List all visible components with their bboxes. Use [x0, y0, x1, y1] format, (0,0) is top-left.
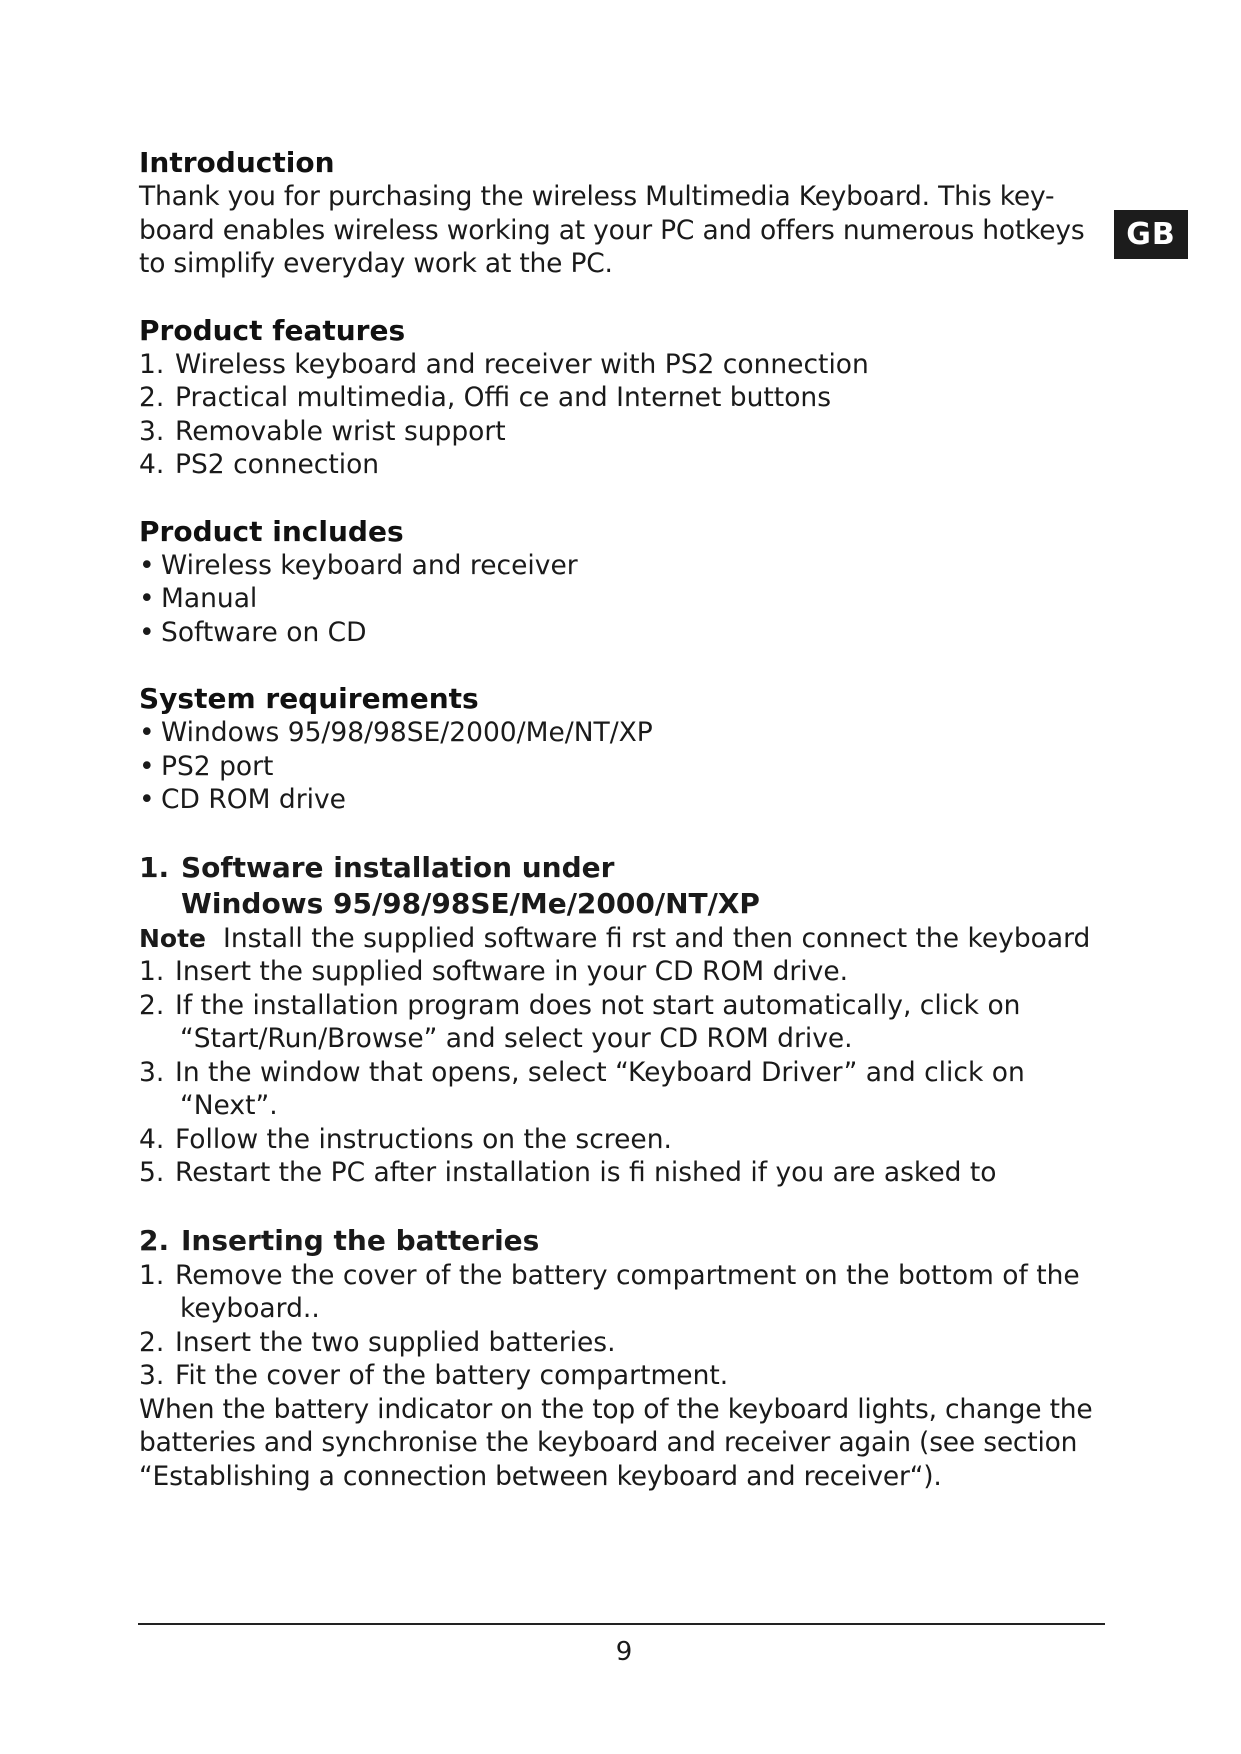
list-item: [139, 448, 1099, 482]
note-label: Note: [139, 923, 207, 953]
intro-line: to simplify everyday work at the PC.: [139, 248, 613, 279]
step-number: 2.: [139, 1326, 165, 1358]
step-item: [139, 989, 1099, 1056]
section-system-requirements: [139, 682, 1099, 817]
page-content: [139, 146, 1099, 1526]
step-line: Insert the two supplied batteries.: [175, 1326, 616, 1358]
list-text: Removable wrist support: [175, 415, 506, 447]
step-text: [175, 1326, 616, 1360]
step-number: 5.: [139, 1157, 165, 1188]
list-number: 1.: [139, 348, 165, 380]
closing-line: batteries and synchronise the keyboard and receiver again (see section: [139, 1427, 1078, 1458]
step-item: [139, 1359, 1099, 1393]
step-number: 4.: [139, 1123, 165, 1155]
step-line: Fit the cover of the battery compartment.: [175, 1360, 729, 1391]
step-text: [175, 1123, 672, 1157]
heading-system-requirements: System requirements: [139, 682, 479, 715]
bullet-text: CD ROM drive: [161, 784, 346, 815]
note: [139, 922, 1099, 956]
step-item: [139, 1326, 1099, 1360]
step-line: Insert the supplied software in your CD ROM drive.: [175, 956, 849, 987]
intro-line: board enables wireless working at your PC and offers numerous hotkeys: [139, 214, 1085, 246]
step-line: keyboard..: [180, 1293, 320, 1324]
bullet-item: [139, 750, 1099, 784]
step-text: [175, 989, 1020, 1056]
list-item: [139, 415, 1099, 449]
step-number: 3.: [139, 1360, 165, 1391]
heading-line: Windows 95/98/98SE/Me/2000/NT/XP: [181, 886, 760, 920]
step-text: [175, 955, 848, 989]
step-text: [175, 1156, 996, 1190]
bullet-text: Manual: [161, 583, 258, 614]
list-item: [139, 348, 1099, 382]
step-line: Restart the PC after installation is fi nished if you are asked to: [175, 1157, 997, 1188]
step-item: [139, 1056, 1099, 1123]
list-text: Practical multimedia, Offi ce and Internet buttons: [175, 382, 832, 413]
bullet-icon: •: [139, 784, 155, 815]
footer-divider: [138, 1623, 1105, 1625]
list-number: 4.: [139, 449, 165, 480]
step-line: “Next”.: [180, 1090, 278, 1121]
step-line: Remove the cover of the battery compartment on the bottom of the: [175, 1259, 1080, 1291]
step-line: If the installation program does not start automatically, click on: [175, 989, 1021, 1021]
bullet-text: PS2 port: [161, 750, 274, 782]
bullet-icon: •: [139, 616, 155, 648]
page-number: 9: [615, 1637, 633, 1667]
bullet-text: Windows 95/98/98SE/2000/Me/NT/XP: [161, 717, 653, 748]
section-product-features: [139, 314, 1099, 482]
heading-number: 2.: [139, 1223, 170, 1257]
bullet-icon: •: [139, 717, 155, 748]
step-text: [175, 1056, 1025, 1123]
step-item: [139, 1123, 1099, 1157]
heading-text: Inserting the batteries: [181, 1223, 540, 1257]
bullet-item: [139, 783, 1099, 817]
closing-line: “Establishing a connection between keyboard and receiver“).: [139, 1460, 942, 1492]
heading-text: [181, 850, 760, 922]
heading-software-installation: [139, 850, 1099, 922]
heading-inserting-batteries: [139, 1223, 1099, 1259]
step-text: [175, 1259, 1080, 1326]
language-tab-gb: GB: [1114, 210, 1188, 259]
bullet-icon: •: [139, 750, 155, 782]
step-number: 3.: [139, 1056, 165, 1088]
step-line: In the window that opens, select “Keyboard Driver” and click on: [175, 1056, 1025, 1088]
step-item: [139, 955, 1099, 989]
list-number: 2.: [139, 382, 165, 413]
list-text: PS2 connection: [175, 449, 380, 480]
heading-product-features: Product features: [139, 313, 406, 347]
heading-line: Software installation under: [181, 850, 615, 884]
note-text: Install the supplied software fi rst and then connect the keyboard: [223, 922, 1091, 954]
bullet-item: [139, 549, 1099, 583]
intro-line: Thank you for purchasing the wireless Multimedia Keyboard. This key-: [139, 181, 1055, 212]
section-introduction: [139, 146, 1099, 281]
step-number: 2.: [139, 989, 165, 1021]
bullet-item: [139, 616, 1099, 650]
section-software-installation: [139, 850, 1099, 1190]
step-item: [139, 1259, 1099, 1326]
list-text: Wireless keyboard and receiver with PS2 connection: [175, 348, 869, 380]
closing-line: When the battery indicator on the top of the keyboard lights, change the: [139, 1393, 1093, 1425]
step-line: “Start/Run/Browse” and select your CD ROM drive.: [180, 1023, 853, 1054]
step-number: 1.: [139, 956, 165, 987]
step-item: [139, 1156, 1099, 1190]
list-number: 3.: [139, 415, 165, 447]
bullet-text: Software on CD: [161, 616, 367, 648]
list-item: [139, 381, 1099, 415]
bullet-icon: •: [139, 583, 155, 614]
heading-introduction: Introduction: [139, 146, 335, 179]
bullet-item: [139, 582, 1099, 616]
bullet-item: [139, 716, 1099, 750]
step-text: [175, 1359, 728, 1393]
section-product-includes: [139, 515, 1099, 650]
step-number: 1.: [139, 1259, 165, 1291]
bullet-icon: •: [139, 549, 155, 581]
section-inserting-batteries: [139, 1223, 1099, 1494]
bullet-text: Wireless keyboard and receiver: [161, 549, 578, 581]
heading-product-includes: Product includes: [139, 514, 404, 548]
step-line: Follow the instructions on the screen.: [175, 1123, 672, 1155]
heading-number: 1.: [139, 850, 170, 884]
